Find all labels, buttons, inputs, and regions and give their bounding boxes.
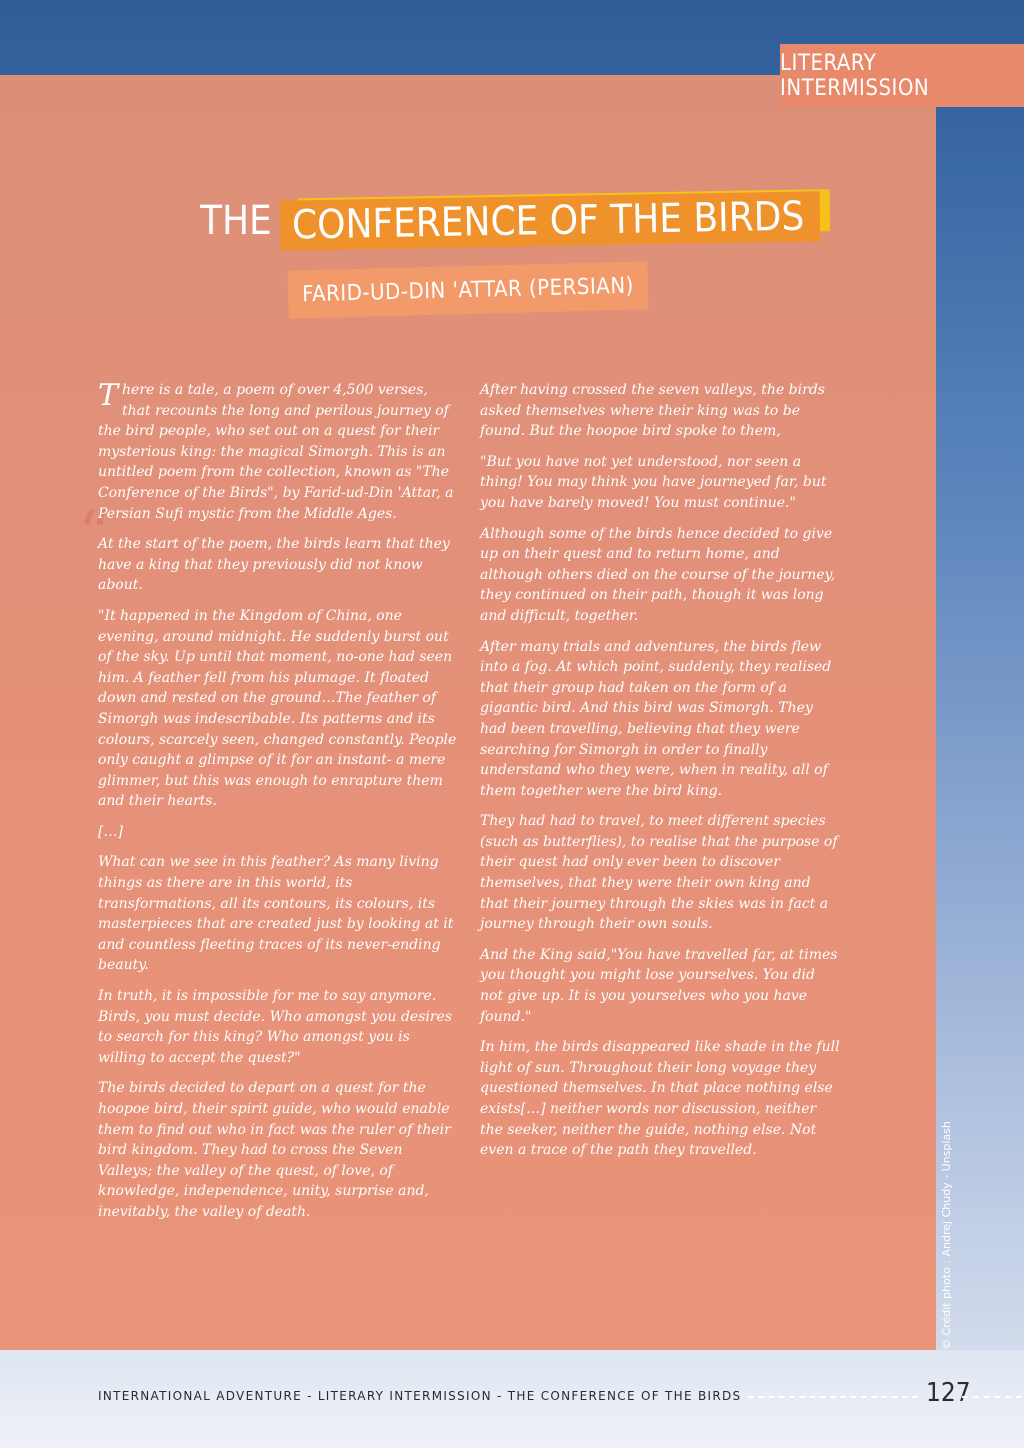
paragraph: The birds decided to depart on a quest for the hoopoe bird, their spirit guide, who would enable them to find out who in fact was the ruler of their bird kingdom. They had to cross the Seven Valleys; the valley of the quest, of love, of knowledge, independence, unity, surprise and, inevitably, the valley of death. [98,1080,451,1220]
paragraph: "But you have not yet understood, nor seen a thing! You may think you have journeyed far, but you have barely moved! You must continue." [480,453,827,511]
section-tab: LITERARY INTERMISSION [780,44,1024,107]
paragraph: After many trials and adventures, the birds flew into a fog. At which point, suddenly, they realised that their group had taken on the form of a gigantic bird. And this bird was Simorgh. They had been travelling, believing that they were searching for Simorgh in order to finally understand who they were, when in reality, all of them together were the bird king. [480,638,832,799]
footer-running-title: INTERNATIONAL ADVENTURE - LITERARY INTERMISSION - THE CONFERENCE OF THE BIRDS [98,1389,742,1403]
intro-text: here is a tale, a poem of over 4,500 verses, that recounts the long and perilous journey of the bird people, who set out on a quest for their mysterious king: the magical Simorgh. This is an untitled poem from the collection, known as "The Conference of the Birds", by Farid-ud-Din 'Attar, a Persian Sufi mystic from the Middle Ages. [98,382,454,522]
paragraph: In him, the birds disappeared like shade in the full light of sun. Throughout their long voyage they questioned themselves. In that place nothing else exists[…] neither words nor discussion, neither the seeker, neither the guide, nothing else. Not even a trace of the path they travelled. [480,1039,840,1159]
intro-paragraph [98,380,458,524]
title-prefix: THE [200,198,272,244]
photo-credit: © Crédit photo : Andrej Chudy - Unsplash [940,1121,953,1350]
paragraph: What can we see in this feather? As many living things as there are in this world, its transformations, all its contours, its colours, its masterpieces that are created just by looking at it and countless fleeting traces of its never-ending beauty. [98,854,454,974]
paragraph: "It happened in the Kingdom of China, one evening, around midnight. He suddenly burst out of the sky. Up until that moment, no-one had seen him. A feather fell from his plumage. It floated down and rested on the ground…The feather of Simorgh was indescribable. Its patterns and its colours, scarcely seen, changed constantly. People only caught a glimpse of it for an instant- a mere glimmer, but this was enough to enrapture them and their hearts. [98,607,457,810]
dropcap: T [98,378,119,413]
paragraph: They had had to travel, to meet different species (such as butterflies), to realise that the purpose of their quest had only ever been to discover themselves, that they were their own king and that their journey through the skies was in fact a journey through their own souls. [480,813,838,933]
paragraph: In truth, it is impossible for me to say anymore. Birds, you must decide. Who amongst you desires to search for this king? Who amongst you is willing to accept the quest?" [98,988,453,1066]
page-number: 127 [926,1378,971,1408]
article-title [200,190,820,252]
paragraph: And the King said,"You have travelled far, at times you thought you might lose yourselves. You did not give up. It is you yourselves who you have found." [480,946,838,1025]
paragraph: Although some of the birds hence decided to give up on their quest and to return home, and although others died on the course of the journey, they continued on their path, though it was long and difficult, together. [480,525,836,624]
right-column [480,380,842,1171]
paragraph: At the start of the poem, the birds learn that they have a king that they previously did not know about. [98,536,450,594]
footer-divider [748,1396,918,1398]
footer-divider [962,1396,1022,1398]
paragraph: After having crossed the seven valleys, the birds asked themselves where their king was to be found. But the hoopoe bird spoke to them, [480,382,825,440]
quote-mark-icon: “ [78,498,111,572]
title-highlight: CONFERENCE OF THE BIRDS [279,191,820,250]
article-subtitle: FARID-UD-DIN 'ATTAR (PERSIAN) [287,261,648,318]
left-column [98,380,458,1233]
paragraph: […] [98,823,123,840]
